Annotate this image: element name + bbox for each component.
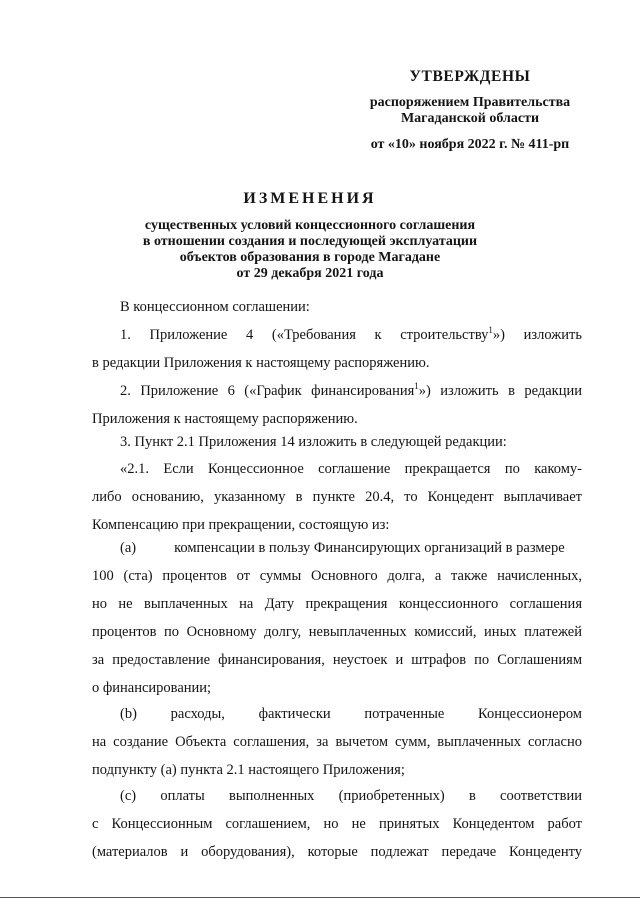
quote-paragraph	[92, 455, 582, 539]
approval-line-2: Магаданской области	[400, 111, 540, 126]
quote-line-2: либо основанию, указанному в пункте 20.4, то Концедент выплачивает	[92, 489, 582, 505]
item-a	[92, 534, 582, 702]
paragraph-2-line-1	[92, 377, 582, 405]
item-c	[92, 782, 582, 866]
item-a-line-6: о финансировании;	[92, 680, 212, 696]
paragraph-1-text: 1. Приложение 4 («Требования к строительству	[120, 327, 489, 343]
paragraph-2	[92, 377, 582, 433]
item-b	[92, 700, 582, 784]
item-c-line-3: (материалов и оборудования), которые подлежат передаче Концеденту	[92, 844, 582, 860]
paragraph-3: 3. Пункт 2.1 Приложения 14 изложить в следующей редакции:	[120, 434, 507, 450]
item-b-line-3: подпункту (а) пункта 2.1 настоящего Приложения;	[92, 762, 405, 778]
paragraph-2-text: 2. Приложение 6 («График финансирования	[120, 383, 415, 399]
approval-block	[355, 68, 585, 153]
paragraph-1	[92, 321, 582, 377]
item-a-line-5: за предоставление финансирования, неустоек и штрафов по Соглашениям	[92, 652, 582, 668]
approval-date: от «10» ноября 2022 г. № 411-рп	[370, 137, 570, 152]
page-bottom-rule	[0, 897, 640, 898]
item-a-label: (a)	[120, 540, 137, 556]
intro-paragraph: В концессионном соглашении:	[120, 299, 310, 315]
paragraph-1-text-end: ») изложить	[492, 327, 582, 343]
paragraph-2-line-2: Приложения к настоящему распоряжению.	[92, 411, 358, 427]
footnote-marker: 1	[488, 325, 493, 336]
heading-title: ИЗМЕНЕНИЯ	[243, 190, 377, 207]
item-a-text: компенсации в пользу Финансирующих организаций в размере	[174, 540, 565, 556]
document-heading	[100, 190, 520, 282]
item-c-line-2: с Концессионным соглашением, но не принятых Концедентом работ	[92, 816, 582, 832]
item-c-line-1: (c) оплаты выполненных (приобретенных) в соответствии	[120, 788, 582, 804]
approval-line-1: распоряжением Правительства	[369, 95, 571, 110]
paragraph-2-text-end: ») изложить в редакции	[418, 383, 583, 399]
heading-subtitle-2: в отношении создания и последующей эксплуатации	[142, 234, 478, 249]
item-a-line-3: но не выплаченных на Дату прекращения концессионного соглашения	[92, 596, 582, 612]
item-a-line-1	[92, 534, 582, 562]
item-a-line-2: 100 (ста) процентов от суммы Основного долга, а также начисленных,	[92, 568, 582, 584]
approval-title: УТВЕРЖДЕНЫ	[409, 68, 531, 85]
item-a-line-4: процентов по Основному долгу, невыплаченных комиссий, иных платежей	[92, 624, 582, 640]
item-b-line-2: на создание Объекта соглашения, за вычетом сумм, выплаченных согласно	[92, 734, 582, 750]
heading-subtitle-4: от 29 декабря 2021 года	[236, 266, 384, 281]
quote-line-1: «2.1. Если Концессионное соглашение прекращается по какому-	[120, 461, 582, 477]
paragraph-1-line-1	[92, 321, 582, 349]
footnote-marker: 1	[414, 381, 419, 392]
paragraph-1-line-2: в редакции Приложения к настоящему распоряжению.	[92, 355, 430, 371]
heading-subtitle-1: существенных условий концессионного соглашения	[144, 218, 476, 233]
quote-line-3: Компенсацию при прекращении, состоящую из:	[92, 517, 390, 533]
heading-subtitle-3: объектов образования в городе Магадане	[179, 250, 441, 265]
item-b-line-1: (b) расходы, фактически потраченные Концессионером	[120, 706, 582, 722]
